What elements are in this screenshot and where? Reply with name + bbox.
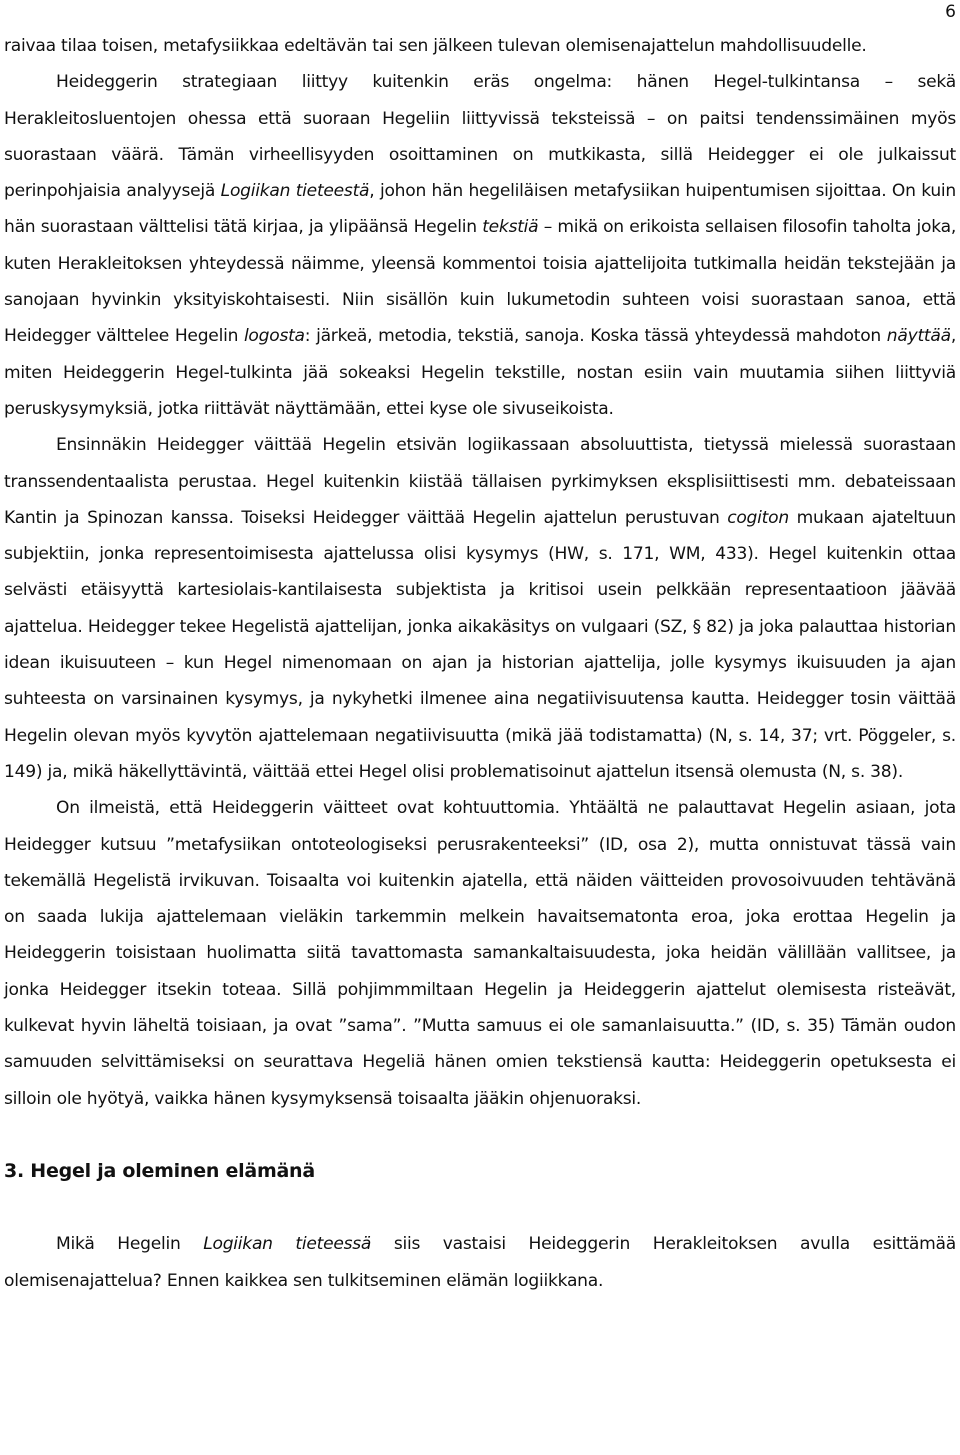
- text-run: Heideggerin strategiaan liittyy kuitenkin eräs ongelma: hänen Hegel-tulkintansa – sekä Herakleitosluentojen ohessa että suoraan Hegeliin liittyvissä teksteissä – on paitsi tendenssimäinen myös suorastaan väärä. Tämän virheellisyyden osoittaminen on mutkikasta, sillä Heidegger ei ole julkaissut perinpohjaisia analyysejä: [4, 72, 956, 202]
- section-heading: 3. Hegel ja oleminen elämänä: [4, 1159, 315, 1182]
- body-text: [4, 28, 956, 1299]
- text-run: – mikä on erikoista sellaisen filosofin taholta joka, kuten Herakleitoksen yhteydessä näimme, yleensä kommentoi toisia ajattelijoita tutkimalla heidän tekstejään ja sanojaan hyvinkin yksityiskohtaisesti. Niin sisällön kuin lukumetodin suhteen voisi suorastaan sanoa, että Heidegger välttelee Hegelin: [4, 217, 956, 347]
- italic-text: Logiikan tieteessä: [203, 1234, 372, 1255]
- paragraph-section-intro: [4, 1226, 956, 1299]
- paragraph-heidegger-strategy: [4, 64, 956, 427]
- text-run: Ensinnäkin Heidegger väittää Hegelin etsivän logiikassaan absoluuttista, tietyssä mielessä suorastaan transsendentaalista perustaa. Hegel kuitenkin kiistää tällaisen pyrkimyksen eksplisiittisesti mm. debateissaan Kantin ja Spinozan kanssa. Toiseksi Heidegger väittää Hegelin ajattelun perustuvan: [4, 435, 956, 528]
- text-run: On ilmeistä, että Heideggerin väitteet ovat kohtuuttomia. Yhtäältä ne palauttavat Hegelin asiaan, jota Heidegger kutsuu ”metafysiikan ontoteologiseksi perusrakenteeksi” (ID, osa 2), mutta onnistuvat tässä vain tekemällä Hegelistä irvikuvan. Toisaalta voi kuitenkin ajatella, että näiden väitteiden provosoivuuden tehtävänä on saada lukija ajattelemaan vieläkin tarkemmin melkein havaitsematonta eroa, joka erottaa Hegelin ja Heideggerin toisistaan huolimatta siitä tavattomasta samankaltaisuudesta, joka heidän välillään vallitsee, ja jonka Heidegger itsekin toteaa. Sillä pohjimmmiltaan Hegelin ja Heideggerin ajattelut olemisesta risteävät, kulkevat hyvin läheltä toisiaan, ja ovat ”sama”. ”Mutta samuus ei ole samanlaisuutta.” (ID, s. 35) Tämän oudon samuuden selvittämiseksi on seurattava Hegeliä hänen omien tekstiensä kautta: Heideggerin opetuksesta ei silloin ole hyötyä, vaikka hänen kysymyksensä toisaalta jääkin ohjenuoraksi.: [4, 798, 956, 1109]
- paragraph-continuation: [4, 28, 956, 64]
- text-run: : järkeä, metodia, tekstiä, sanoja. Koska tässä yhteydessä mahdoton: [304, 326, 887, 347]
- text-run: Mikä Hegelin: [56, 1234, 204, 1255]
- text-run: , johon hän hegeliläisen metafysiikan huipentumisen sijoittaa. On kuin hän suorastaan välttelisi tätä kirjaa, ja ylipäänsä Hegelin: [4, 181, 956, 238]
- italic-text: Logiikan tieteestä: [220, 181, 370, 202]
- text-run: siis vastaisi Heideggerin Herakleitoksen avulla esittämää olemisenajattelua? Ennen kaikkea sen tulkitseminen elämän logiikkana.: [4, 1234, 956, 1291]
- paragraph-first-claims: [4, 427, 956, 790]
- italic-text: tekstiä: [482, 217, 539, 238]
- italic-text: näyttää: [886, 326, 951, 347]
- paragraph-conclusion: [4, 790, 956, 1117]
- text-run: raivaa tilaa toisen, metafysiikkaa edeltävän tai sen jälkeen tulevan olemisenajattelun mahdollisuudelle.: [4, 36, 867, 56]
- page-number: 6: [945, 2, 956, 22]
- italic-text: logosta: [243, 326, 305, 347]
- italic-text: cogiton: [727, 507, 789, 528]
- text-run: , miten Heideggerin Hegel-tulkinta jää sokeaksi Hegelin tekstille, nostan esiin vain muutamia siihen liittyviä peruskysymyksiä, jotka riittävät näyttämään, ettei kyse ole sivuseikoista.: [4, 326, 956, 419]
- text-run: mukaan ajateltuun subjektiin, jonka representoimisesta ajattelussa olisi kysymys (HW, s. 171, WM, 433). Hegel kuitenkin ottaa selvästi etäisyyttä kartesiolais-kantilaisesta subjektista ja kritisoi usein pelkkään representaatioon jäävää ajattelua. Heidegger tekee Hegelistä ajattelijan, jonka aikakäsitys on vulgaari (SZ, § 82) ja joka palauttaa historian idean ikuisuuteen – kun Hegel nimenomaan on ajan ja historian ajattelija, jolle kysymys ikuisuuden ja ajan suhteesta on varsinainen kysymys, ja nykyhetki ilmenee aina negatiivisuutensa kautta. Heidegger tosin väittää Hegelin olevan myös kyvytön ajattelemaan negatiivisuutta (mikä jää todistamatta) (N, s. 14, 37; vrt. Pöggeler, s. 149) ja, mikä häkellyttävintä, väittää ettei Hegel olisi problematisoinut ajattelun itsensä olemusta (N, s. 38).: [4, 507, 956, 782]
